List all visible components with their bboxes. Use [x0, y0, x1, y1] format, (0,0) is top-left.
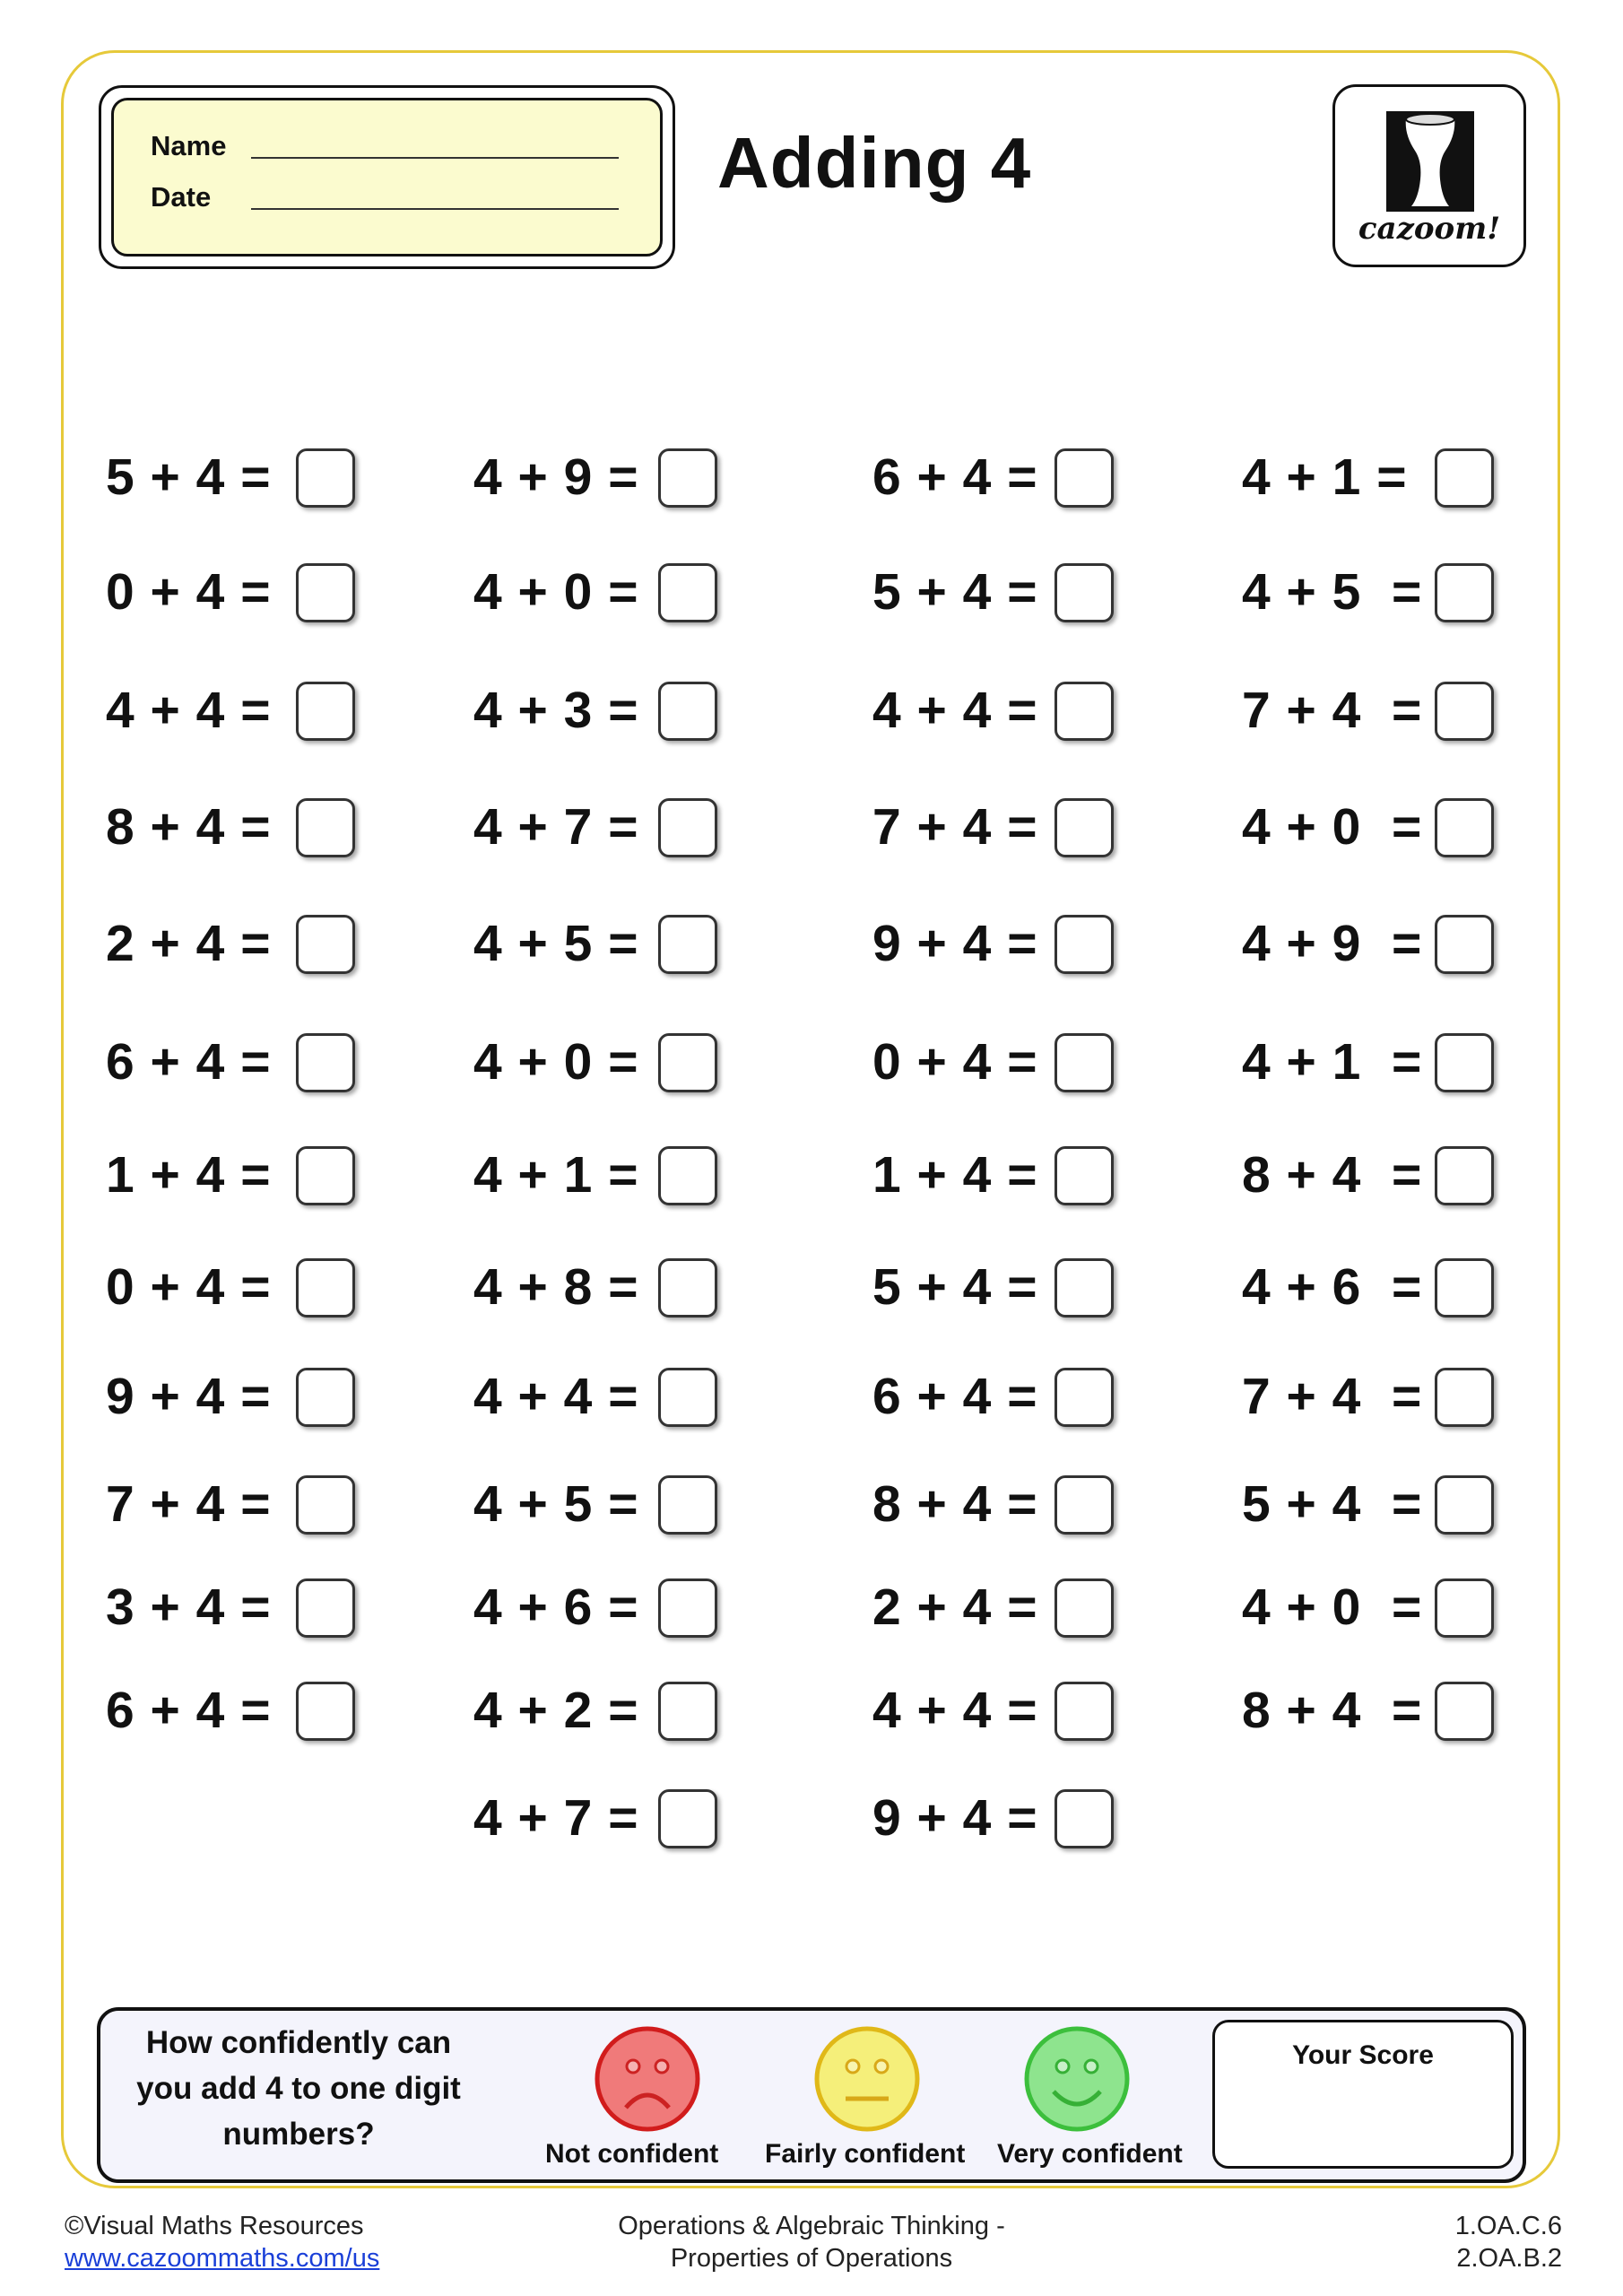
answer-box[interactable]: [1055, 563, 1114, 622]
equation-text: 9 + 4 =: [872, 1789, 1038, 1847]
answer-box[interactable]: [1055, 1258, 1114, 1318]
page-title: Adding 4: [717, 123, 1032, 203]
answer-box[interactable]: [1435, 1475, 1494, 1535]
equation-text: 4 + 5 =: [473, 915, 639, 972]
equation-text: 8 + 4 =: [1242, 1682, 1423, 1739]
equation-text: 4 + 0 =: [473, 1033, 639, 1091]
topic-line-1: Operations & Algebraic Thinking -: [618, 2212, 1005, 2240]
answer-box[interactable]: [658, 1368, 717, 1427]
answer-box[interactable]: [1055, 1789, 1114, 1848]
equation-text: 6 + 4 =: [106, 1033, 272, 1091]
answer-box[interactable]: [296, 1258, 355, 1318]
equation-text: 4 + 1 =: [1242, 1033, 1423, 1091]
not-confident-label: Not confident: [545, 2139, 719, 2169]
answer-box[interactable]: [1055, 1368, 1114, 1427]
name-date-box-inner: [111, 98, 663, 257]
equation-text: 4 + 1 =: [1242, 448, 1408, 506]
answer-box[interactable]: [296, 1682, 355, 1741]
neutral-face-icon[interactable]: [813, 2025, 921, 2133]
equation-text: 4 + 7 =: [473, 798, 639, 856]
equation-text: 4 + 9 =: [473, 448, 639, 506]
answer-box[interactable]: [658, 798, 717, 857]
equation-text: 4 + 2 =: [473, 1682, 639, 1739]
equation-text: 8 + 4 =: [872, 1475, 1038, 1533]
answer-box[interactable]: [658, 448, 717, 508]
answer-box[interactable]: [296, 1578, 355, 1638]
equation-text: 7 + 4 =: [872, 798, 1038, 856]
date-label: Date: [151, 181, 212, 213]
equation-text: 8 + 4 =: [1242, 1146, 1423, 1204]
equation-text: 6 + 4 =: [106, 1682, 272, 1739]
equation-text: 4 + 9 =: [1242, 915, 1423, 972]
equation-text: 0 + 4 =: [106, 1258, 272, 1316]
answer-box[interactable]: [658, 1258, 717, 1318]
name-field[interactable]: [251, 157, 619, 159]
equation-text: 7 + 4 =: [106, 1475, 272, 1533]
equation-text: 4 + 0 =: [1242, 798, 1423, 856]
answer-box[interactable]: [1435, 915, 1494, 974]
answer-box[interactable]: [296, 798, 355, 857]
equation-text: 0 + 4 =: [872, 1033, 1038, 1091]
equation-text: 9 + 4 =: [106, 1368, 272, 1425]
answer-box[interactable]: [1435, 1682, 1494, 1741]
answer-box[interactable]: [658, 1033, 717, 1092]
equation-text: 2 + 4 =: [106, 915, 272, 972]
standard-2: 2.OA.B.2: [1456, 2244, 1562, 2273]
answer-box[interactable]: [1435, 1258, 1494, 1318]
equation-text: 4 + 6 =: [473, 1578, 639, 1636]
equation-text: 9 + 4 =: [872, 915, 1038, 972]
equation-text: 7 + 4 =: [1242, 1368, 1423, 1425]
equation-text: 1 + 4 =: [872, 1146, 1038, 1204]
equation-text: 4 + 4 =: [872, 682, 1038, 739]
answer-box[interactable]: [1435, 1146, 1494, 1205]
answer-box[interactable]: [1435, 682, 1494, 741]
equation-text: 4 + 3 =: [473, 682, 639, 739]
copyright-text: ©Visual Maths Resources: [65, 2212, 364, 2240]
equation-text: 4 + 4 =: [106, 682, 272, 739]
equation-text: 4 + 4 =: [872, 1682, 1038, 1739]
answer-box[interactable]: [1435, 563, 1494, 622]
equation-text: 6 + 4 =: [872, 448, 1038, 506]
answer-box[interactable]: [296, 915, 355, 974]
fairly-confident-label: Fairly confident: [765, 2139, 966, 2169]
equation-text: 1 + 4 =: [106, 1146, 272, 1204]
answer-box[interactable]: [1055, 1033, 1114, 1092]
answer-box[interactable]: [658, 682, 717, 741]
equation-text: 5 + 4 =: [872, 563, 1038, 621]
answer-box[interactable]: [296, 1033, 355, 1092]
answer-box[interactable]: [1055, 448, 1114, 508]
drum-icon: [1386, 111, 1474, 212]
answer-box[interactable]: [1435, 798, 1494, 857]
equation-text: 5 + 4 =: [1242, 1475, 1423, 1533]
equation-text: 4 + 7 =: [473, 1789, 639, 1847]
answer-box[interactable]: [658, 1578, 717, 1638]
equation-text: 2 + 4 =: [872, 1578, 1038, 1636]
logo-text: cazoom!: [1358, 211, 1501, 247]
answer-box[interactable]: [658, 1682, 717, 1741]
answer-box[interactable]: [658, 915, 717, 974]
answer-box[interactable]: [296, 448, 355, 508]
equation-text: 5 + 4 =: [872, 1258, 1038, 1316]
answer-box[interactable]: [658, 1146, 717, 1205]
score-label: Your Score: [1292, 2040, 1434, 2070]
answer-box[interactable]: [1055, 1682, 1114, 1741]
equation-text: 5 + 4 =: [106, 448, 272, 506]
answer-box[interactable]: [658, 1475, 717, 1535]
name-label: Name: [151, 130, 227, 161]
website-link[interactable]: www.cazoommaths.com/us: [65, 2244, 380, 2273]
equation-text: 4 + 6 =: [1242, 1258, 1423, 1316]
equation-text: 3 + 4 =: [106, 1578, 272, 1636]
page-border: [61, 50, 1560, 2188]
answer-box[interactable]: [296, 1146, 355, 1205]
answer-box[interactable]: [1055, 682, 1114, 741]
footer-right: [1345, 2210, 1562, 2274]
answer-box[interactable]: [658, 1789, 717, 1848]
answer-box[interactable]: [1055, 1578, 1114, 1638]
very-confident-label: Very confident: [997, 2139, 1183, 2169]
answer-box[interactable]: [658, 563, 717, 622]
footer-left: [65, 2210, 379, 2274]
date-field[interactable]: [251, 208, 619, 210]
equation-text: 4 + 8 =: [473, 1258, 639, 1316]
answer-box[interactable]: [1435, 1368, 1494, 1427]
confidence-question: How confidently can you add 4 to one digit numbers?: [136, 2025, 461, 2152]
footer-center: [538, 2210, 1085, 2274]
answer-box[interactable]: [296, 682, 355, 741]
equation-text: 4 + 4 =: [473, 1368, 639, 1425]
answer-box[interactable]: [1055, 1146, 1114, 1205]
equation-text: 7 + 4 =: [1242, 682, 1423, 739]
equation-text: 4 + 0 =: [473, 563, 639, 621]
sad-face-icon[interactable]: [594, 2025, 701, 2133]
equation-text: 0 + 4 =: [106, 563, 272, 621]
topic-line-2: Properties of Operations: [670, 2244, 953, 2273]
answer-box[interactable]: [1055, 1475, 1114, 1535]
equation-text: 6 + 4 =: [872, 1368, 1038, 1425]
equation-text: 4 + 0 =: [1242, 1578, 1423, 1636]
answer-box[interactable]: [1055, 798, 1114, 857]
standard-1: 1.OA.C.6: [1454, 2212, 1562, 2240]
answer-box[interactable]: [296, 1475, 355, 1535]
answer-box[interactable]: [1435, 1033, 1494, 1092]
answer-box[interactable]: [296, 563, 355, 622]
equation-text: 4 + 1 =: [473, 1146, 639, 1204]
answer-box[interactable]: [1435, 1578, 1494, 1638]
happy-face-icon[interactable]: [1023, 2025, 1131, 2133]
equation-text: 8 + 4 =: [106, 798, 272, 856]
equation-text: 4 + 5 =: [1242, 563, 1423, 621]
equation-text: 4 + 5 =: [473, 1475, 639, 1533]
answer-box[interactable]: [296, 1368, 355, 1427]
answer-box[interactable]: [1055, 915, 1114, 974]
answer-box[interactable]: [1435, 448, 1494, 508]
